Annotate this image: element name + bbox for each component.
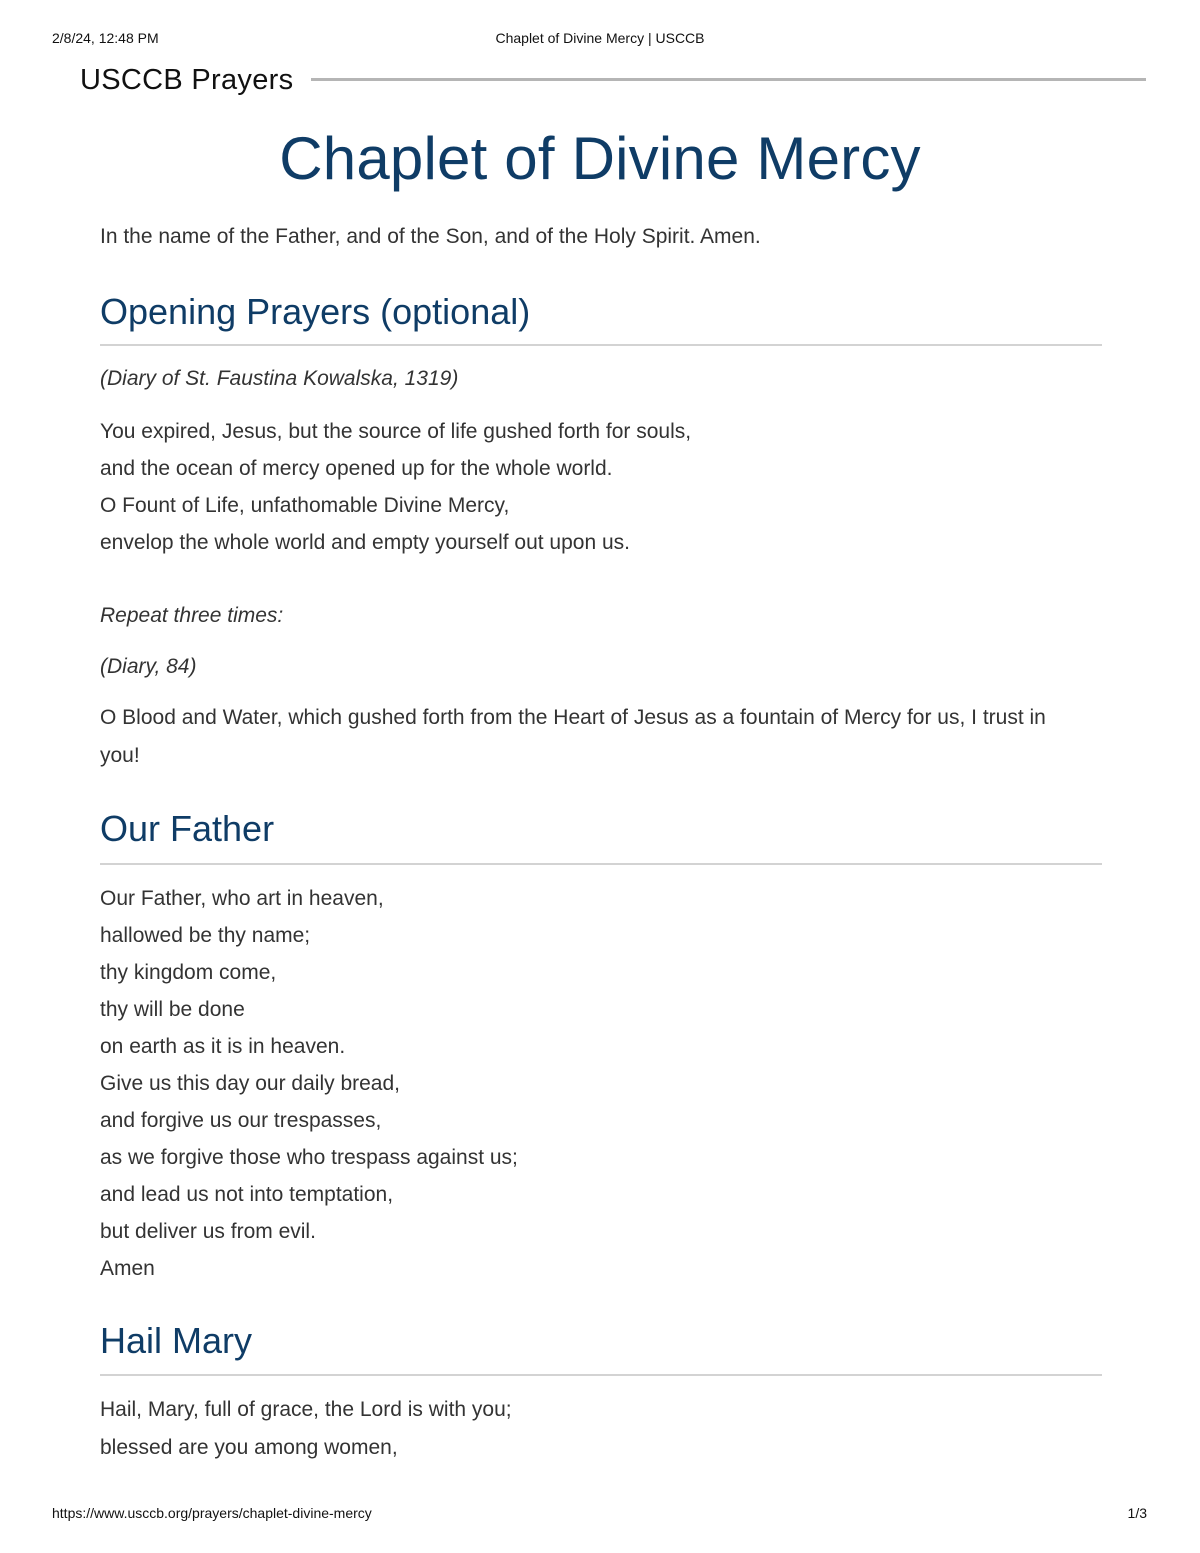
prayer-line: O Fount of Life, unfathomable Divine Mercy,: [100, 494, 510, 517]
hail-mary-lines: [100, 1391, 512, 1467]
prayer-line: as we forgive those who trespass against us;: [100, 1146, 518, 1169]
prayer-line: envelop the whole world and empty yourself out upon us.: [100, 531, 630, 554]
intro-text: In the name of the Father, and of the Son, and of the Holy Spirit. Amen.: [100, 225, 761, 248]
repeat-note: Repeat three times:: [100, 604, 284, 627]
section-divider: [100, 344, 1102, 346]
prayer-line: Hail, Mary, full of grace, the Lord is with you;: [100, 1398, 512, 1421]
prayer-line: thy kingdom come,: [100, 961, 277, 984]
print-header: [0, 30, 1200, 50]
prayer-line: and forgive us our trespasses,: [100, 1109, 382, 1132]
prayer-line: Our Father, who art in heaven,: [100, 887, 384, 910]
prayer-line: You expired, Jesus, but the source of life gushed forth for souls,: [100, 420, 692, 443]
prayer-line: blessed are you among women,: [100, 1436, 398, 1459]
prayer-line: and the ocean of mercy opened up for the whole world.: [100, 457, 613, 480]
opening-prayer-lines: [100, 413, 691, 561]
our-father-heading: Our Father: [100, 808, 275, 849]
header-divider: [311, 78, 1146, 81]
prayer-line: and lead us not into temptation,: [100, 1183, 394, 1206]
print-title: Chaplet of Divine Mercy | USCCB: [495, 30, 705, 46]
prayer-line: but deliver us from evil.: [100, 1220, 316, 1243]
diary-citation: (Diary, 84): [100, 655, 197, 678]
print-page-number: 1/3: [1127, 1505, 1147, 1521]
opening-prayers-heading: Opening Prayers (optional): [100, 291, 531, 332]
blood-water-prayer: O Blood and Water, which gushed forth from the Heart of Jesus as a fountain of Mercy for us, I trust in you!: [100, 706, 1046, 767]
prayer-line: Amen: [100, 1257, 155, 1280]
site-name[interactable]: USCCB Prayers: [80, 63, 294, 96]
print-url[interactable]: https://www.usccb.org/prayers/chaplet-divine-mercy: [52, 1505, 372, 1521]
hail-mary-heading: Hail Mary: [100, 1320, 253, 1361]
prayer-line: hallowed be thy name;: [100, 924, 311, 947]
opening-citation: (Diary of St. Faustina Kowalska, 1319): [100, 367, 459, 390]
our-father-lines: [100, 880, 518, 1287]
prayer-line: thy will be done: [100, 998, 245, 1021]
section-divider: [100, 1374, 1102, 1376]
print-footer: [0, 1505, 1200, 1525]
section-divider: [100, 863, 1102, 865]
page-title: Chaplet of Divine Mercy: [279, 125, 921, 192]
prayer-line: Give us this day our daily bread,: [100, 1072, 400, 1095]
site-header: [80, 60, 1146, 100]
print-date: 2/8/24, 12:48 PM: [52, 30, 159, 46]
prayer-line: on earth as it is in heaven.: [100, 1035, 346, 1058]
